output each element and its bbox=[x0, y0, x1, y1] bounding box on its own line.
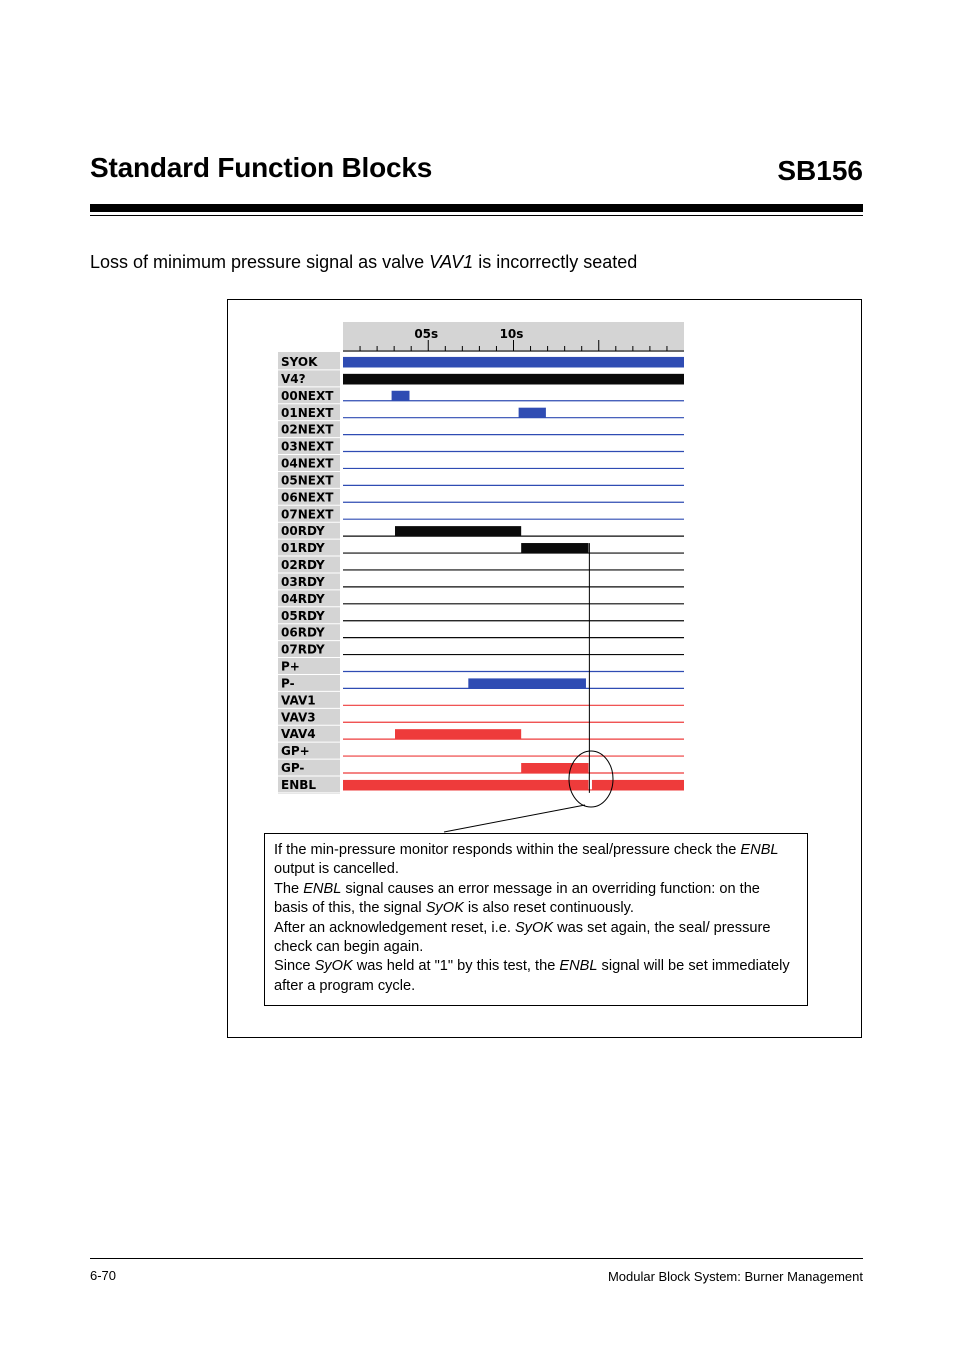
signal-pulse bbox=[343, 780, 589, 790]
note-text: Since bbox=[274, 958, 315, 975]
signal-pulse bbox=[343, 374, 684, 384]
note-text: was set again, the seal/ pressure check can begin again. bbox=[274, 919, 771, 956]
signal-label: 06RDY bbox=[281, 625, 325, 640]
note-paragraph-4 bbox=[274, 957, 798, 996]
note-term: ENBL bbox=[559, 958, 598, 975]
signal-label: 03NEXT bbox=[281, 439, 334, 454]
signal-pulse bbox=[392, 391, 410, 401]
note-text: was held at "1" by this test, the bbox=[352, 958, 560, 975]
highlight-circle bbox=[569, 751, 613, 807]
signal-label: V4? bbox=[281, 371, 306, 386]
signal-label: 01NEXT bbox=[281, 405, 334, 420]
note-paragraph-1 bbox=[274, 841, 798, 880]
callout-leader-line bbox=[444, 805, 585, 832]
caption-valve-name: VAV1 bbox=[429, 252, 474, 272]
signal-pulse bbox=[395, 729, 521, 739]
signal-pulse bbox=[521, 763, 588, 773]
signal-label: 03RDY bbox=[281, 574, 325, 589]
note-text: output is cancelled. bbox=[274, 861, 399, 878]
note-paragraph-3 bbox=[274, 919, 798, 958]
header-rule-thick bbox=[90, 204, 863, 212]
signal-label: VAV1 bbox=[281, 693, 316, 708]
signal-label: GP- bbox=[281, 761, 305, 776]
signal-label: ENBL bbox=[281, 778, 317, 792]
signal-pulse bbox=[468, 678, 586, 688]
note-text: signal causes an error message in an overriding function: on the basis of this, the signal bbox=[274, 880, 760, 917]
signal-label: 00RDY bbox=[281, 524, 325, 539]
manual-title: Modular Block System: Burner Management bbox=[607, 1269, 863, 1284]
signal-label: 01RDY bbox=[281, 541, 325, 556]
page-number: 6-70 bbox=[90, 1268, 117, 1283]
page-title: Standard Function Blocks bbox=[90, 152, 433, 183]
signal-label: 04NEXT bbox=[281, 456, 334, 471]
caption-text-after: is incorrectly seated bbox=[473, 252, 638, 272]
time-tick-label: 05s bbox=[414, 327, 439, 341]
signal-label: 07RDY bbox=[281, 642, 325, 657]
signal-label: P+ bbox=[281, 659, 300, 674]
footer-rule bbox=[90, 1258, 863, 1259]
note-text: The bbox=[274, 880, 304, 897]
note-term: ENBL bbox=[303, 880, 342, 897]
signal-label: GP+ bbox=[281, 744, 310, 759]
time-tick-label: 10s bbox=[499, 327, 524, 341]
signal-label: SYOK bbox=[281, 355, 318, 369]
signal-label: 06NEXT bbox=[281, 490, 334, 505]
signal-label: 07NEXT bbox=[281, 507, 334, 522]
signal-pulse bbox=[592, 780, 684, 790]
signal-label: P- bbox=[281, 676, 295, 691]
note-term: SyOK bbox=[314, 958, 353, 975]
signal-pulse bbox=[395, 526, 521, 536]
signal-label: 04RDY bbox=[281, 591, 325, 606]
signal-label: VAV4 bbox=[281, 727, 316, 742]
signal-label: 05RDY bbox=[281, 608, 325, 623]
signal-label: 02NEXT bbox=[281, 422, 334, 437]
signal-pulse bbox=[519, 408, 546, 418]
note-text: signal will be set immediately after a program cycle. bbox=[274, 958, 790, 994]
signal-label: VAV3 bbox=[281, 710, 316, 725]
caption-text-before: Loss of minimum pressure signal as valve bbox=[90, 252, 430, 272]
note-text: If the min-pressure monitor responds within the seal/pressure check the bbox=[274, 842, 741, 858]
note-term: SyOK bbox=[514, 919, 554, 936]
note-paragraph-2 bbox=[274, 880, 798, 919]
note-text: is also reset continuously. bbox=[463, 900, 634, 917]
figure-caption bbox=[90, 252, 637, 273]
signal-pulse bbox=[343, 357, 684, 367]
signal-pulse bbox=[521, 543, 588, 553]
explanation-note bbox=[264, 833, 808, 1006]
note-term: ENBL bbox=[740, 842, 779, 858]
note-term: SyOK bbox=[425, 900, 464, 917]
block-code: SB156 bbox=[777, 155, 863, 186]
signal-label: 02RDY bbox=[281, 558, 325, 573]
signal-label: 00NEXT bbox=[281, 388, 334, 403]
signal-label: 05NEXT bbox=[281, 473, 334, 488]
note-text: After an acknowledgement reset, i.e. bbox=[274, 919, 515, 936]
header-rule-thin bbox=[90, 215, 863, 216]
